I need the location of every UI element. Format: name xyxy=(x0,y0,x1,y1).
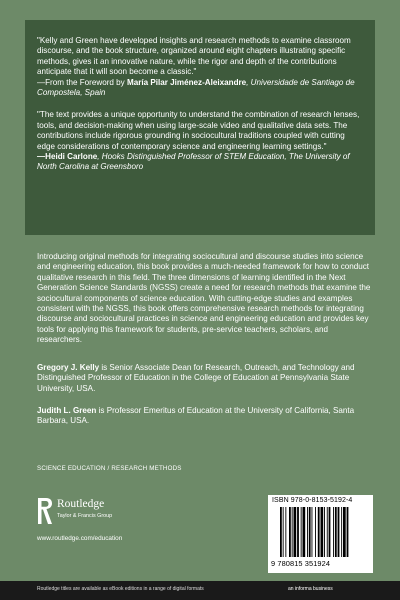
quote-text: "The text provides a unique opportunity to understand the combination of research lenses, tools, and decision-making when using large-scale video and qualitative data sets. The contributions include rigorous grounding in sociocultural traditions coupled with cutting edge considerations of contemporary science and engineering learning settings." xyxy=(37,110,360,151)
endorsement-quote xyxy=(37,110,363,172)
quote-attribution xyxy=(37,78,363,99)
book-description: Introducing original methods for integrating sociocultural and discourse studies into science and engineering education, this book provides a much-needed framework for how to conduct qualitative research in this field. The three dimensions of learning identified in the Next Generation Science Standards (NGSS) create a need for research methods that examine the sociocultural components of science education. With cutting-edge studies and examples consistent with the NGSS, this book offers comprehensive research methods for integrating discourse and sociocultural practices in science and engineering education and provides key tools for applying this framework for students, pre-service teachers, scholars, and researchers. xyxy=(37,252,371,345)
routledge-r-icon xyxy=(37,497,53,525)
barcode-icon xyxy=(280,507,366,557)
author-bio xyxy=(37,406,373,427)
barcode-panel xyxy=(268,495,373,573)
author-bio-text: is Senior Associate Dean for Research, Outreach, and Technology and Distinguished Professor of Education in the College of Education at Pennsylvania State University, USA. xyxy=(37,363,355,393)
endorsements-box xyxy=(25,20,375,235)
attribution-affiliation: , Universidade de Santiago de Compostela, Spain xyxy=(37,77,355,98)
footer-informa: an informa business xyxy=(288,586,333,592)
footer-bar xyxy=(0,581,400,600)
quote-attribution xyxy=(37,152,363,173)
publisher-logo xyxy=(37,497,137,527)
publisher-url: www.routledge.com/education xyxy=(37,535,123,542)
footer-ebook-note: Routledge titles are available as eBook editions in a range of digital formats xyxy=(37,586,204,592)
author-bio xyxy=(37,363,373,394)
endorsement-quote xyxy=(37,36,363,98)
attribution-affiliation: , Hooks Distinguished Professor of STEM Education, The University of North Carolina at Greensboro xyxy=(37,152,350,172)
subject-category: SCIENCE EDUCATION / RESEARCH METHODS xyxy=(37,465,182,472)
attribution-name: María Pilar Jiménez-Aleixandre xyxy=(126,77,247,87)
quote-text: "Kelly and Green have developed insights and research methods to examine classroom discourse, and the book structure, organized around eight chapters illustrating specific methods, gives it an innovative nature, while the rigor and depth of the contributions anticipate that it will soon become a classic." xyxy=(37,36,351,77)
barcode-digits: 9 780815 351924 xyxy=(271,559,331,568)
attribution-prefix: —From the Foreword by xyxy=(37,77,127,87)
publisher-name: Routledge xyxy=(57,498,105,510)
attribution-name: Heidi Carlone xyxy=(45,152,98,162)
isbn-label: ISBN 978-0-8153-5192-4 xyxy=(272,497,353,504)
author-name: Judith L. Green xyxy=(37,406,97,415)
author-name: Gregory J. Kelly xyxy=(37,363,100,372)
author-bio-text: is Professor Emeritus of Education at the University of California, Santa Barbara, USA. xyxy=(37,406,355,426)
attribution-prefix: — xyxy=(37,152,46,162)
publisher-group: Taylor & Francis Group xyxy=(57,513,113,519)
